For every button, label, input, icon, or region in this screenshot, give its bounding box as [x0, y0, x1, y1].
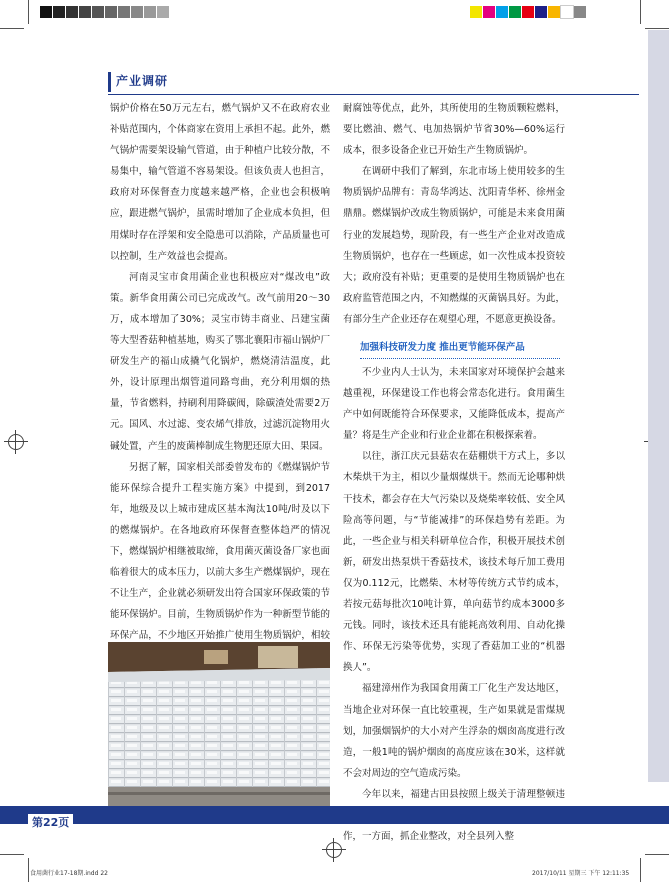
right-column-top — [343, 98, 565, 330]
left-column — [110, 98, 330, 689]
paragraph: 耐腐蚀等优点，此外，其所使用的生物质颗粒燃料，要比燃油、燃气、电加热锅炉节省30%—60%运行成本，很多设备企业已开始生产生物质锅炉。 — [343, 103, 565, 157]
crop-mark — [645, 854, 669, 855]
crop-mark — [640, 0, 641, 24]
paragraph: 河南灵宝市食用菌企业也积极应对“煤改电”政策。新华食用菌公司已完成改气。改气前用20～30万，成本增加了30%；灵宝市铸丰商业、吕建宝菌等大型香菇种植基地，购买了鄂北襄阳市福山锅炉厂研发生产的福山成撬气化锅炉，燃烧清洁温度，此外，设计原理出烟管道同路弯曲，充分利用烟的热量，节省燃料，持刷利用降碳阀，除碳渣处需要2万元。国风、水过滤、变农烯气排放，过滤沉淀物用火碱处置，产生的废菌棒制成生物肥还原大田、果园。 — [110, 271, 330, 452]
print-slug-timestamp: 2017/10/11 星期三 下午 12:11:35 — [532, 870, 630, 877]
print-slug-filename: 食用菌行业17-18期.indd 22 — [30, 870, 108, 877]
paragraph: 不少业内人士认为，未来国家对环境保护会越来越重视，环保建设工作也将会常态化进行。食用菌生产中如何既能符合环保要求，又能降低成本，提高产量？将是生产企业和行业企业都在积极探索着。 — [343, 367, 565, 442]
color-calibration-bar — [470, 6, 587, 18]
paragraph: 福建漳州作为我国食用菌工厂化生产发达地区，当地企业对环保一直比较重视，生产如果就是雷煤规划，加强烟锅炉的大小对产生浮杂的烟囱高度进行改造，一般1吨的锅炉烟囱的高度应该在30米，这样就不会对周边的空气造成污染。 — [343, 683, 565, 779]
paragraph: 在调研中我们了解到，东北市场上使用较多的生物质锅炉品牌有：青岛华鸿达、沈阳青华杯、徐州金鼎鼎。燃煤锅炉改成生物质锅炉，可能是未来食用菌行业的发展趋势，现阶段，有一些生产企业对改造成生物质锅炉，也存在一些顾虑，如一次性成本投资较大；政府没有补贴；更重要的是使用生物质锅炉也在政府监管范围之内，不知燃煤的灭菌锅具好。为此，有部分生产企业还存在观望心理，不愿意更换设备。 — [343, 166, 565, 325]
crop-mark — [645, 28, 669, 29]
grayscale-calibration-bar — [40, 6, 170, 18]
page-number: 第22页 — [28, 814, 73, 830]
photo-stacked-crates — [108, 642, 330, 808]
paragraph: 今年以来，福建古田县按照上级关于清理整顿违 作，一方面，抓企业整改，对全县列入整 — [343, 788, 565, 843]
crop-mark — [0, 28, 24, 29]
section-subheading: 加强科技研发力度 推出更节能环保产品 — [360, 338, 560, 359]
right-column-bottom — [343, 362, 565, 847]
side-band — [648, 30, 669, 782]
footer-band — [0, 806, 669, 824]
crop-mark — [640, 858, 641, 882]
crop-mark — [28, 858, 29, 882]
paragraph: 以往，浙江庆元县菇农在菇棚烘干方式上，多以木柴烘干为主，相以少量烟煤烘干。然而无论哪种烘干技术，都会存在大气污染以及烧柴率较低、安全风险高等问题，与“节能减排”的环保趋势有差距。为此，一些企业与相关科研单位合作，积极开展技术创新，研发出热泵烘干香菇技术，该技术每斤加工费用仅为0.112元，比燃柴、木材等传统方式节约成本，若按元菇每批次10吨计算，单向菇节约成本3000多元钱。同时，该技术还具有能耗高效利用、自动化操作、环保无污染等优势，实现了香菇加工业的“机器换人”。 — [343, 451, 565, 674]
paragraph: 另据了解，国家相关部委曾发布的《燃煤锅炉节能环保综合提升工程实施方案》中提到，到2017年，地级及以上城市建成区基本淘汰10吨/时及以下的燃煤锅炉。在各地政府环保督查整体趋严的情况下，燃煤锅炉相继被取缔，食用菌灭菌设备厂家也面临着很大的成本压力，以前大多生产燃煤锅炉，现在不让生产，企业就必须研发出符合国家环保政策的节能环保锅炉。目前，生物质锅炉作为一种新型节能的环保产品，不少地区开始推广使用生物质锅炉，相较 — [110, 461, 330, 642]
header-rule — [108, 94, 639, 95]
crop-mark — [0, 854, 24, 855]
crop-mark — [28, 0, 29, 24]
paragraph: 锅炉价格在50万元左右，燃气锅炉又不在政府农业补贴范围内，个体商家在资用上承担不起。此外，燃气锅炉需要架设输气管道，由于种植户比较分散，不易集中，输气管道不容易架设。但该负责人也担言，政府对环保督查力度越来越严格，企业也会积极响应，跟进燃气锅炉，虽需时增加了企业成本负担，但用煤时存在浮架和安全隐患可以消除，产品质量也可以控制，生产效益也会提高。 — [110, 103, 330, 262]
registration-target-icon — [326, 842, 342, 858]
section-marker — [108, 72, 111, 92]
registration-target-icon — [8, 434, 24, 450]
section-title: 产业调研 — [116, 74, 169, 88]
